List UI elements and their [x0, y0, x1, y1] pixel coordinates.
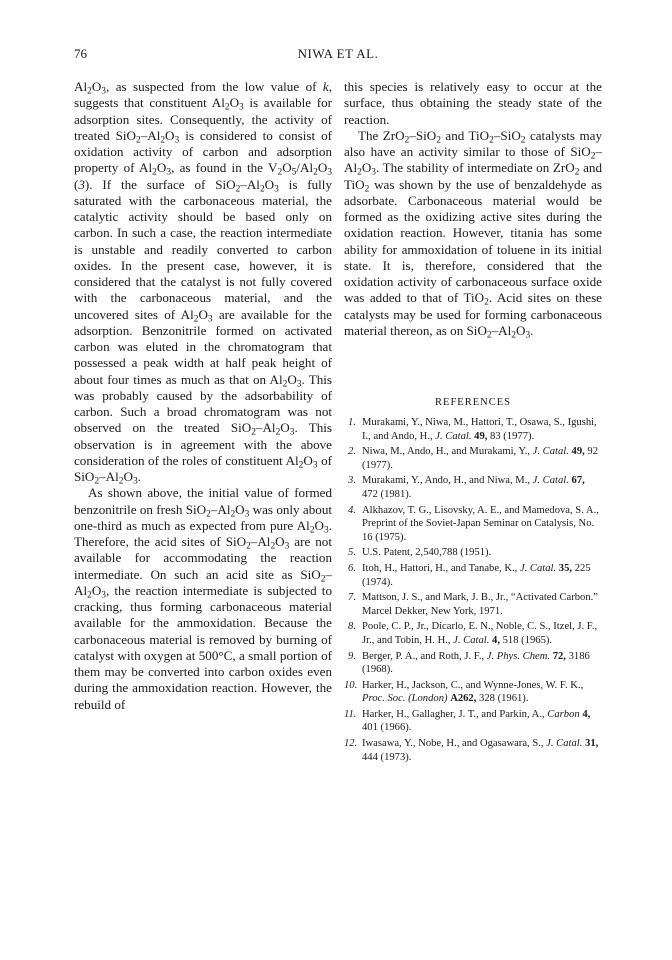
- reference-number: 2.: [348, 446, 356, 458]
- reference-number: 7.: [348, 592, 356, 604]
- reference-text: Alkhazov, T. G., Lisovsky, A. E., and Mamedova, S. A., Preprint of the Soviet-Japan Seminar on Catalysis, No. 16 (1975).: [362, 504, 599, 543]
- reference-item: [344, 591, 602, 618]
- reference-item: [344, 546, 602, 560]
- reference-number: 11.: [344, 708, 357, 720]
- body-paragraph: $Al_2O_3$, as suspected from the low value of k, suggests that constituent $Al_2O_3$ is available for adsorption sites. Consequently, the activity of treated $SiO_2-Al_2O_3$ is considered to consist of oxidation activity of carbon and adsorption property of $Al_2O_3$, as found in the $V_2O_5/Al_2O_3$ (3). If the surface of $SiO_2-Al_2O_3$ is fully saturated with the carbonaceous material, the catalytic activity should be based only on carbon. In such a case, the reaction intermediate is unstable and readily converted to carbon oxides. In the present case, however, it is considered that the catalyst is not fully covered with the carbonaceous material, and the uncovered sites of $Al_2O_3$ are available for the adsorption. Benzonitrile formed on activated carbon was eluted in the chromatogram that possessed a peak width at half peak height of about four times as much as that on $Al_2O_3$. This was probably caused by the adsorbability of carbon. Such a broad chromatogram was not observed on the treated $SiO_2-Al_2O_3$. This observation is in agreement with the above consideration of the roles of constituent $Al_2O_3$ of $SiO_2-Al_2O_3$.: [74, 79, 333, 487]
- reference-text: Iwasawa, Y., Nobe, H., and Ogasawara, S., J. Catal. 31, 444 (1973).: [362, 738, 599, 763]
- reference-item: [344, 416, 602, 443]
- reference-text: Harker, H., Gallagher, J. T., and Parkin, A., Carbon 4, 401 (1966).: [362, 708, 591, 734]
- reference-item: [344, 708, 602, 735]
- reference-text: Niwa, M., Ando, H., and Murakami, Y., J. Catal. 49, 92 (1977).: [362, 446, 599, 471]
- reference-number: 5.: [348, 547, 356, 559]
- left-column: [74, 79, 332, 713]
- references-heading: REFERENCES: [435, 397, 511, 408]
- reference-text: Murakami, Y., Ando, H., and Niwa, M., J. Catal. 67, 472 (1981).: [362, 475, 585, 500]
- reference-item: [344, 737, 602, 764]
- reference-item: [344, 562, 602, 589]
- running-title: NIWA ET AL.: [297, 46, 379, 61]
- reference-number: 1.: [348, 417, 356, 428]
- reference-number: 10.: [344, 679, 358, 691]
- reference-text: Itoh, H., Hattori, H., and Tanabe, K., J. Catal. 35, 225 (1974).: [362, 562, 591, 588]
- page-number: 76: [74, 46, 87, 61]
- reference-number: 9.: [348, 650, 356, 662]
- references-section: [344, 397, 602, 766]
- page-header: [74, 46, 602, 64]
- reference-item: [344, 620, 602, 647]
- body-paragraph: The ZrO$_2$–SiO$_2$ and TiO$_2$–SiO$_2$ catalysts may also have an activity similar to those of $SiO_2-Al_2O_3$. The stability of intermediate on ZrO$_2$ and TiO$_2$ was shown by the use of benzaldehyde as adsorbate. Carbonaceous material would be formed as the oxidizing active sites during the oxidation reaction. However, titania has some ability for ammoxidation of toluene in its initial state. It is, therefore, considered that the oxidation activity of carbonaceous surface oxide was added to that of TiO$_2$. Acid sites on these catalysts may be used for forming carbonaceous material thereon, as on $SiO_2-Al_2O_3$.: [344, 127, 602, 341]
- reference-text: Poole, C. P., Jr., Dicarlo, E. N., Noble, C. S., Itzel, J. F., Jr., and Tobin, H. H., J. Catal. 4, 518 (1965).: [362, 621, 598, 646]
- references-list: [344, 416, 602, 764]
- reference-item: [344, 445, 602, 472]
- reference-item: [344, 504, 602, 545]
- right-column: [344, 79, 602, 339]
- reference-text: Mattson, J. S., and Mark, J. B., Jr., “Activated Carbon.” Marcel Dekker, New York, 1971.: [362, 592, 598, 617]
- reference-text: U.S. Patent, 2,540,788 (1951).: [362, 547, 492, 559]
- reference-item: [344, 650, 602, 677]
- reference-text: Berger, P. A., and Roth, J. F., J. Phys. Chem. 72, 3186 (1968).: [362, 650, 590, 676]
- reference-number: 4.: [348, 504, 356, 516]
- reference-item: [344, 474, 602, 501]
- reference-text: Harker, H., Jackson, C., and Wynne-Jones, W. F. K., Proc. Soc. (London) A262, 328 (1961).: [362, 679, 584, 705]
- reference-text: Murakami, Y., Niwa, M., Hattori, T., Osawa, S., Igushi, I., and Ando, H., J. Catal. 49, 83 (1977).: [362, 417, 597, 442]
- body-paragraph: As shown above, the initial value of formed benzonitrile on fresh $SiO_2-Al_2O_3$ was only about one-third as much as expected from pure $Al_2O_3$. Therefore, the acid sites of $SiO_2-Al_2O_3$ are not available for accommodating the reaction intermediate. On such an acid site as $SiO_2-Al_2O_3$, the reaction intermediate is subjected to cracking, thus forming carbonaceous material available for the ammoxidation. Because the carbonaceous material is removed by burning of catalyst with oxygen at 500°C, a small portion of them may be converted into carbon oxides even during the ammoxidation reaction. However, the rebuild of: [74, 485, 332, 712]
- reference-number: 3.: [348, 475, 356, 487]
- reference-item: [344, 679, 602, 706]
- reference-number: 12.: [344, 738, 358, 750]
- body-paragraph: this species is relatively easy to occur at the surface, thus obtaining the steady state of the reaction.: [344, 79, 602, 127]
- reference-number: 6.: [348, 562, 356, 574]
- reference-number: 8.: [348, 621, 356, 633]
